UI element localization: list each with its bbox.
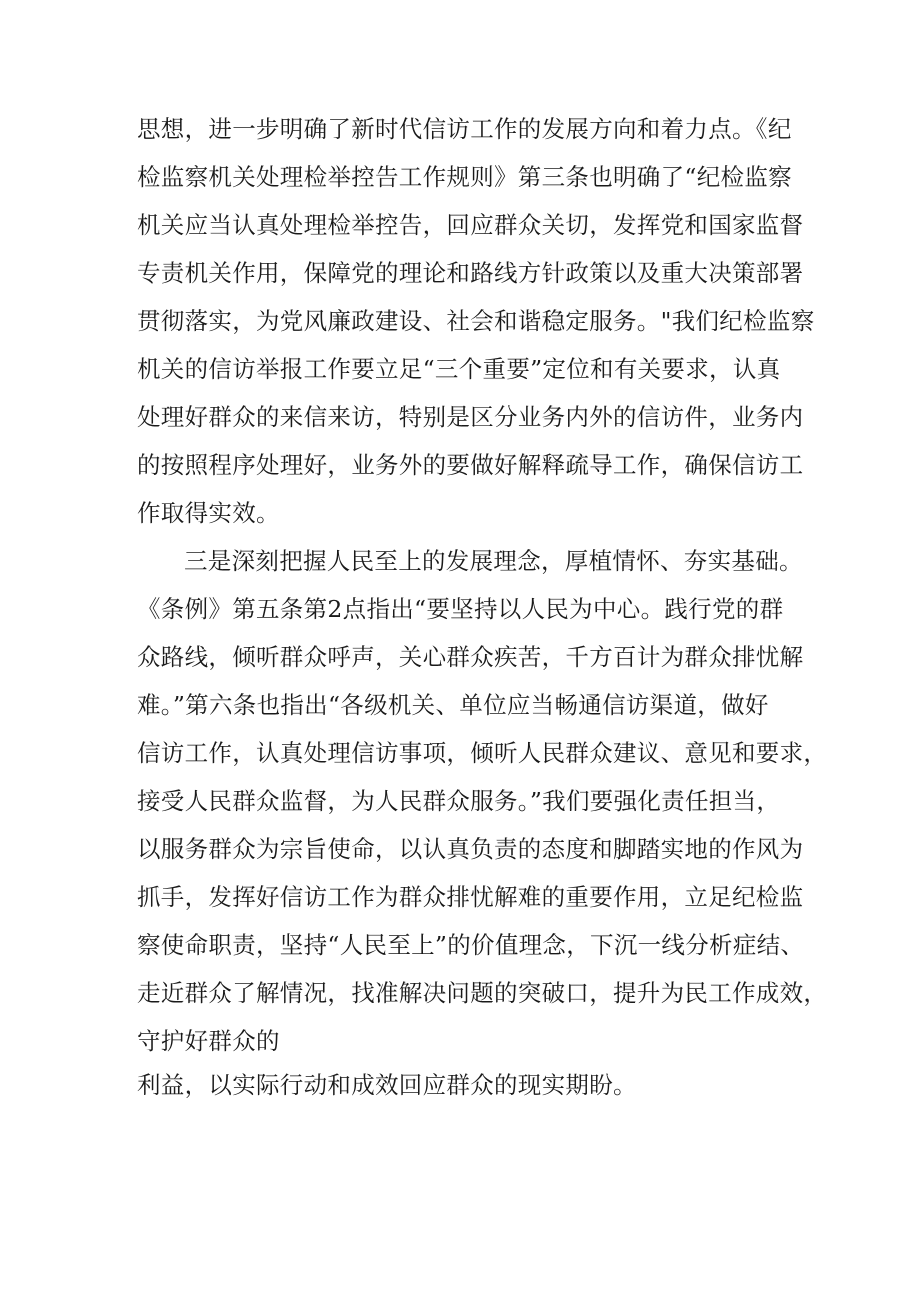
text-line: 机关应当认真处理检举控告，回应群众关切，发挥党和国家监督 bbox=[137, 211, 804, 239]
text-line: 利益，以实际行动和成效回应群众的现实期盼。 bbox=[137, 1071, 637, 1099]
text-line: 思想，进一步明确了新时代信访工作的发展方向和着力点。《纪 bbox=[137, 115, 792, 143]
text-line: 难。”第六条也指出“各级机关、单位应当畅通信访渠道，做好 bbox=[137, 691, 769, 719]
text-line: 作取得实效。 bbox=[137, 499, 280, 527]
paragraph-start-line: 三是深刻把握人民至上的发展理念，厚植情怀、夯实基础。 bbox=[184, 547, 803, 575]
text-line: 处理好群众的来信来访，特别是区分业务内外的信访件，业务内 bbox=[137, 403, 804, 431]
text-line: 的按照程序处理好，业务外的要做好解释疏导工作，确保信访工 bbox=[137, 451, 804, 479]
text-line: 《条例》第五条第2点指出“要坚持以人民为中心。践行党的群 bbox=[137, 595, 784, 623]
text-line: 众路线，倾听群众呼声，关心群众疾苦，千方百计为群众排忧解 bbox=[137, 643, 804, 671]
text-line: 贯彻落实，为党风廉政建设、社会和谐稳定服务。"我们纪检监察 bbox=[137, 307, 815, 335]
text-line: 走近群众了解情况，找准解决问题的突破口，提升为民工作成效， bbox=[137, 979, 828, 1007]
text-line: 专责机关作用，保障党的理论和路线方针政策以及重大决策部署 bbox=[137, 259, 804, 287]
text-line: 抓手，发挥好信访工作为群众排忧解难的重要作用，立足纪检监 bbox=[137, 883, 804, 911]
text-line: 信访工作，认真处理信访事项，倾听人民群众建议、意见和要求， bbox=[137, 739, 828, 767]
text-line: 机关的信访举报工作要立足“三个重要”定位和有关要求，认真 bbox=[137, 355, 781, 383]
text-line: 以服务群众为宗旨使命，以认真负责的态度和脚踏实地的作风为 bbox=[137, 835, 804, 863]
text-line: 接受人民群众监督，为人民群众服务。”我们要强化责任担当， bbox=[137, 787, 781, 815]
text-line: 察使命职责，坚持“人民至上”的价值理念，下沉一线分析症结、 bbox=[137, 931, 805, 959]
text-line: 守护好群众的 bbox=[137, 1027, 280, 1055]
text-line: 检监察机关处理检举控告工作规则》第三条也明确了“纪检监察 bbox=[137, 163, 792, 191]
